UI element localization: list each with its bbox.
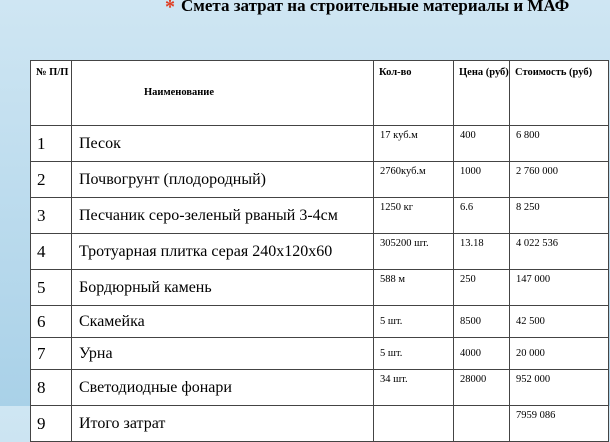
- header-price: Цена (руб): [454, 61, 510, 126]
- header-name: Наименование: [72, 61, 374, 126]
- table-row: [31, 234, 609, 270]
- cell-cost: 42 500: [510, 306, 609, 338]
- table-row: [31, 338, 609, 370]
- cell-price: 8500: [454, 306, 510, 338]
- cell-qty: 17 куб.м: [374, 126, 454, 162]
- table-header-row: [31, 61, 609, 126]
- cell-price: 250: [454, 270, 510, 306]
- cell-qty: 2760куб.м: [374, 162, 454, 198]
- cell-cost: 2 760 000: [510, 162, 609, 198]
- page-title: [165, 0, 569, 19]
- cell-qty: 34 шт.: [374, 370, 454, 406]
- cell-name: Скамейка: [72, 306, 374, 338]
- cell-cost: 6 800: [510, 126, 609, 162]
- asterisk-icon: *: [165, 0, 175, 18]
- cell-cost: 8 250: [510, 198, 609, 234]
- cell-num: 2: [31, 162, 72, 198]
- table-row: [31, 162, 609, 198]
- cell-qty: 5 шт.: [374, 306, 454, 338]
- cost-estimate-table: [30, 60, 609, 442]
- cell-name: Песчаник серо-зеленый рваный 3-4см: [72, 198, 374, 234]
- cell-name: Песок: [72, 126, 374, 162]
- cell-num: 8: [31, 370, 72, 406]
- cell-price: 6.6: [454, 198, 510, 234]
- cell-price: 4000: [454, 338, 510, 370]
- cell-price: 400: [454, 126, 510, 162]
- cell-qty: 305200 шт.: [374, 234, 454, 270]
- cell-num: 7: [31, 338, 72, 370]
- table-row: [31, 198, 609, 234]
- cell-num: 6: [31, 306, 72, 338]
- cell-qty: 588 м: [374, 270, 454, 306]
- cell-qty: [374, 406, 454, 442]
- cell-num: 1: [31, 126, 72, 162]
- cell-qty: 1250 кг: [374, 198, 454, 234]
- cell-cost: 7959 086: [510, 406, 609, 442]
- cell-name: Тротуарная плитка серая 240х120х60: [72, 234, 374, 270]
- title-text: Смета затрат на строительные материалы и МАФ: [181, 0, 570, 15]
- header-cost: Стоимость (руб): [510, 61, 609, 126]
- cell-num: 3: [31, 198, 72, 234]
- cell-name: Светодиодные фонари: [72, 370, 374, 406]
- table-row: [31, 126, 609, 162]
- cell-cost: 20 000: [510, 338, 609, 370]
- cell-num: 5: [31, 270, 72, 306]
- header-num: № П/П: [31, 61, 72, 126]
- cell-name: Урна: [72, 338, 374, 370]
- table-row: [31, 270, 609, 306]
- cell-qty: 5 шт.: [374, 338, 454, 370]
- cell-price: 13.18: [454, 234, 510, 270]
- cell-cost: 952 000: [510, 370, 609, 406]
- table-body: [31, 126, 609, 442]
- cell-num: 4: [31, 234, 72, 270]
- cell-cost: 147 000: [510, 270, 609, 306]
- cell-name: Итого затрат: [72, 406, 374, 442]
- cell-price: 28000: [454, 370, 510, 406]
- cell-name: Бордюрный камень: [72, 270, 374, 306]
- cell-name: Почвогрунт (плодородный): [72, 162, 374, 198]
- table-row: [31, 406, 609, 442]
- cell-num: 9: [31, 406, 72, 442]
- table-row: [31, 306, 609, 338]
- header-qty: Кол-во: [374, 61, 454, 126]
- cell-cost: 4 022 536: [510, 234, 609, 270]
- cell-price: 1000: [454, 162, 510, 198]
- cell-price: [454, 406, 510, 442]
- table-row: [31, 370, 609, 406]
